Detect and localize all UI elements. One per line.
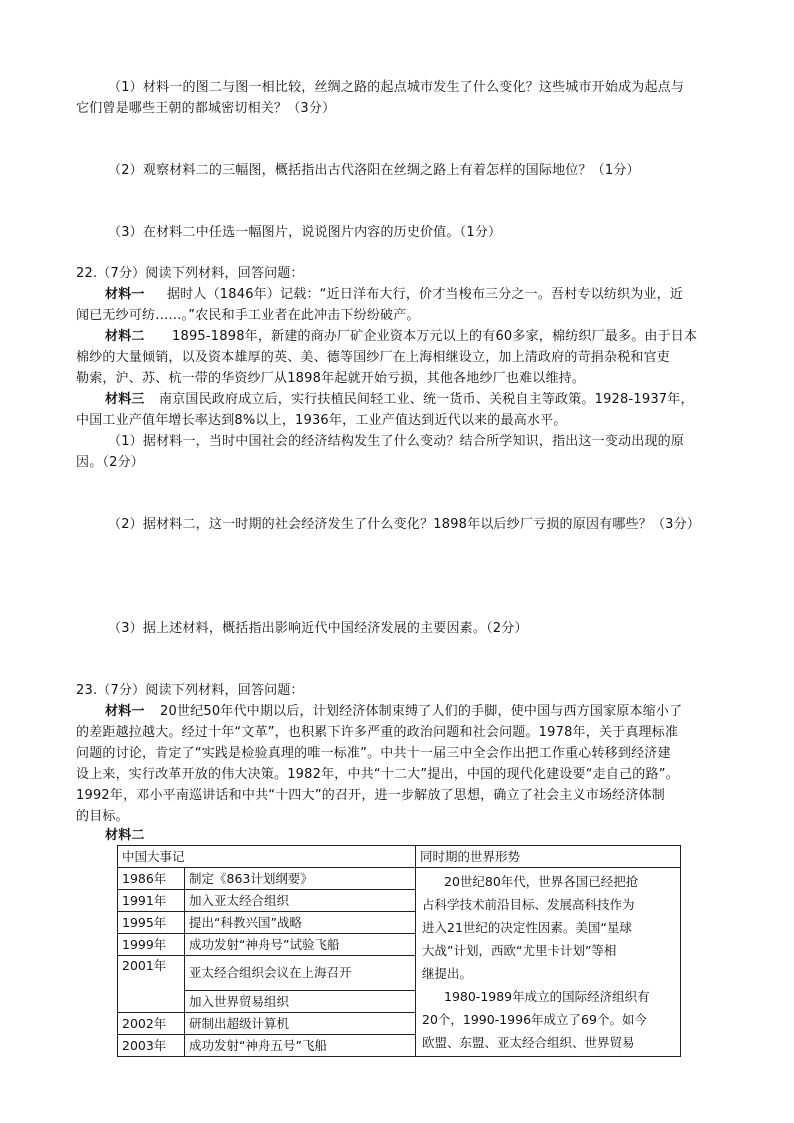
year-cell: 1986年: [118, 868, 185, 890]
q22-heading: 22.（7分）阅读下列材料，回答问题：: [76, 266, 304, 281]
q22-material2-line2: 棉纱的大量倾销，以及资本雄厚的英、美、德等国纱厂在上海相继设立，加上清政府的苛捐杂税和官吏: [76, 350, 671, 365]
event-cell: 亚太经合组织会议在上海召开: [185, 956, 416, 991]
world-text-line: 20世纪80年代，世界各国已经把抢: [444, 874, 639, 889]
q22-question2: （2）据材料二，这一时期的社会经济发生了什么变化？1898年以后纱厂亏损的原因有哪些？（3分）: [108, 517, 701, 532]
table-row: [118, 868, 681, 890]
table-header-row: [118, 846, 681, 868]
q21-p1-line1: （1）材料一的图二与图一相比较，丝绸之路的起点城市发生了什么变化？这些城市开始成为起点与: [108, 80, 685, 95]
year-cell: 1999年: [118, 934, 185, 956]
year-cell: 2001年: [118, 956, 185, 1013]
event-cell: 成功发射“神舟号”试验飞船: [185, 934, 416, 956]
q22-material1-line2: 闻已无纱可纺……。”农民和手工业者在此冲击下纷纷破产。: [76, 308, 420, 323]
q21-p3: （3）在材料二中任选一幅图片，说说图片内容的历史价值。（1分）: [108, 225, 502, 240]
event-cell: 成功发射“神舟五号”飞船: [185, 1035, 416, 1057]
q23-material1-line6: 的目标。: [76, 809, 129, 824]
event-cell: 制定《863计划纲要》: [185, 868, 416, 890]
header-china-events: 中国大事记: [118, 846, 416, 868]
q22-material3-label: 材料三: [105, 392, 145, 407]
event-cell: 提出“科教兴国”战略: [185, 912, 416, 934]
year-cell: 2003年: [118, 1035, 185, 1057]
world-text-line: 大战”计划，西欧“尤里卡计划”等相: [422, 943, 617, 958]
q23-material1-line1: 20世纪50年代中期以后，计划经济体制束缚了人们的手脚，使中国与西方国家原本缩小了: [160, 704, 683, 719]
q22-material2-line1: 1895-1898年，新建的商办厂矿企业资本万元以上的有60多家，棉纺织厂最多。由于日本: [172, 329, 698, 344]
events-table: [117, 845, 681, 1057]
q22-material1-line1: 据时人（1846年）记载：“近日洋布大行，价才当梭布三分之一。吾村专以纺织为业，近: [167, 287, 684, 302]
world-text-line: 1980-1989年成立的国际经济组织有: [444, 989, 650, 1004]
q23-heading: 23.（7分）阅读下列材料，回答问题：: [76, 683, 304, 698]
header-world-situation: 同时期的世界形势: [416, 846, 681, 868]
q22-material1-label: 材料一: [105, 287, 145, 302]
world-text-line: 欧盟、东盟、亚太经合组织、世界贸易: [422, 1035, 635, 1050]
q22-question1-line2: 因。（2分）: [76, 455, 144, 470]
q22-material3-line1: 南京国民政府成立后，实行扶植民间轻工业、统一货币、关税自主等政策。1928-1937年，: [159, 392, 694, 407]
q22-material2-line3: 勒索，沪、苏、杭一带的华资纱厂从1898年起就开始亏损，其他各地纱厂也难以维持。: [76, 371, 586, 386]
q22-material2-label: 材料二: [105, 329, 145, 344]
world-text-line: 继提出。: [422, 966, 473, 981]
year-cell: 2002年: [118, 1013, 185, 1035]
world-text-line: 20个，1990-1996年成立了69个。如今: [422, 1012, 647, 1027]
world-text-line: 占科学技术前沿目标、发展高科技作为: [422, 897, 635, 912]
q22-question3: （3）据上述材料，概括指出影响近代中国经济发展的主要因素。（2分）: [108, 621, 528, 636]
q23-material1-line5: 1992年，邓小平南巡讲话和中共“十四大”的召开，进一步解放了思想，确立了社会主义市场经济体制: [76, 788, 665, 803]
q23-material2-label: 材料二: [105, 828, 145, 843]
q23-material1-line4: 设上来，实行改革开放的伟大决策。1982年，中共“十二大”提出，中国的现代化建设要“走自己的路”。: [76, 767, 679, 782]
year-cell: 1991年: [118, 890, 185, 912]
world-text-line: 进入21世纪的决定性因素。美国“星球: [422, 920, 632, 935]
q21-p1-line2: 它们曾是哪些王朝的都城密切相关？（3分）: [76, 101, 336, 116]
q22-material3-line2: 中国工业产值年增长率达到8%以上，1936年，工业产值达到近代以来的最高水平。: [76, 413, 567, 428]
q23-material1-line3: 问题的讨论，肯定了“实践是检验真理的唯一标准”。中共十一届三中全会作出把工作重心转移到经济建: [76, 746, 671, 761]
world-situation-cell: [416, 868, 681, 1057]
event-cell: 研制出超级计算机: [185, 1013, 416, 1035]
q22-question1-line1: （1）据材料一，当时中国社会的经济结构发生了什么变动？结合所学知识，指出这一变动出现的原: [108, 434, 685, 449]
q23-material1-label: 材料一: [105, 704, 145, 719]
event-cell: 加入世界贸易组织: [185, 991, 416, 1013]
event-cell: 加入亚太经合组织: [185, 890, 416, 912]
q23-material1-line2: 的差距越拉越大。经过十年“文革”，也积累下许多严重的政治问题和社会问题。1978年，关于真理标准: [76, 725, 679, 740]
q21-p2: （2）观察材料二的三幅图，概括指出古代洛阳在丝绸之路上有着怎样的国际地位？（1分）: [108, 163, 640, 178]
year-cell: 1995年: [118, 912, 185, 934]
